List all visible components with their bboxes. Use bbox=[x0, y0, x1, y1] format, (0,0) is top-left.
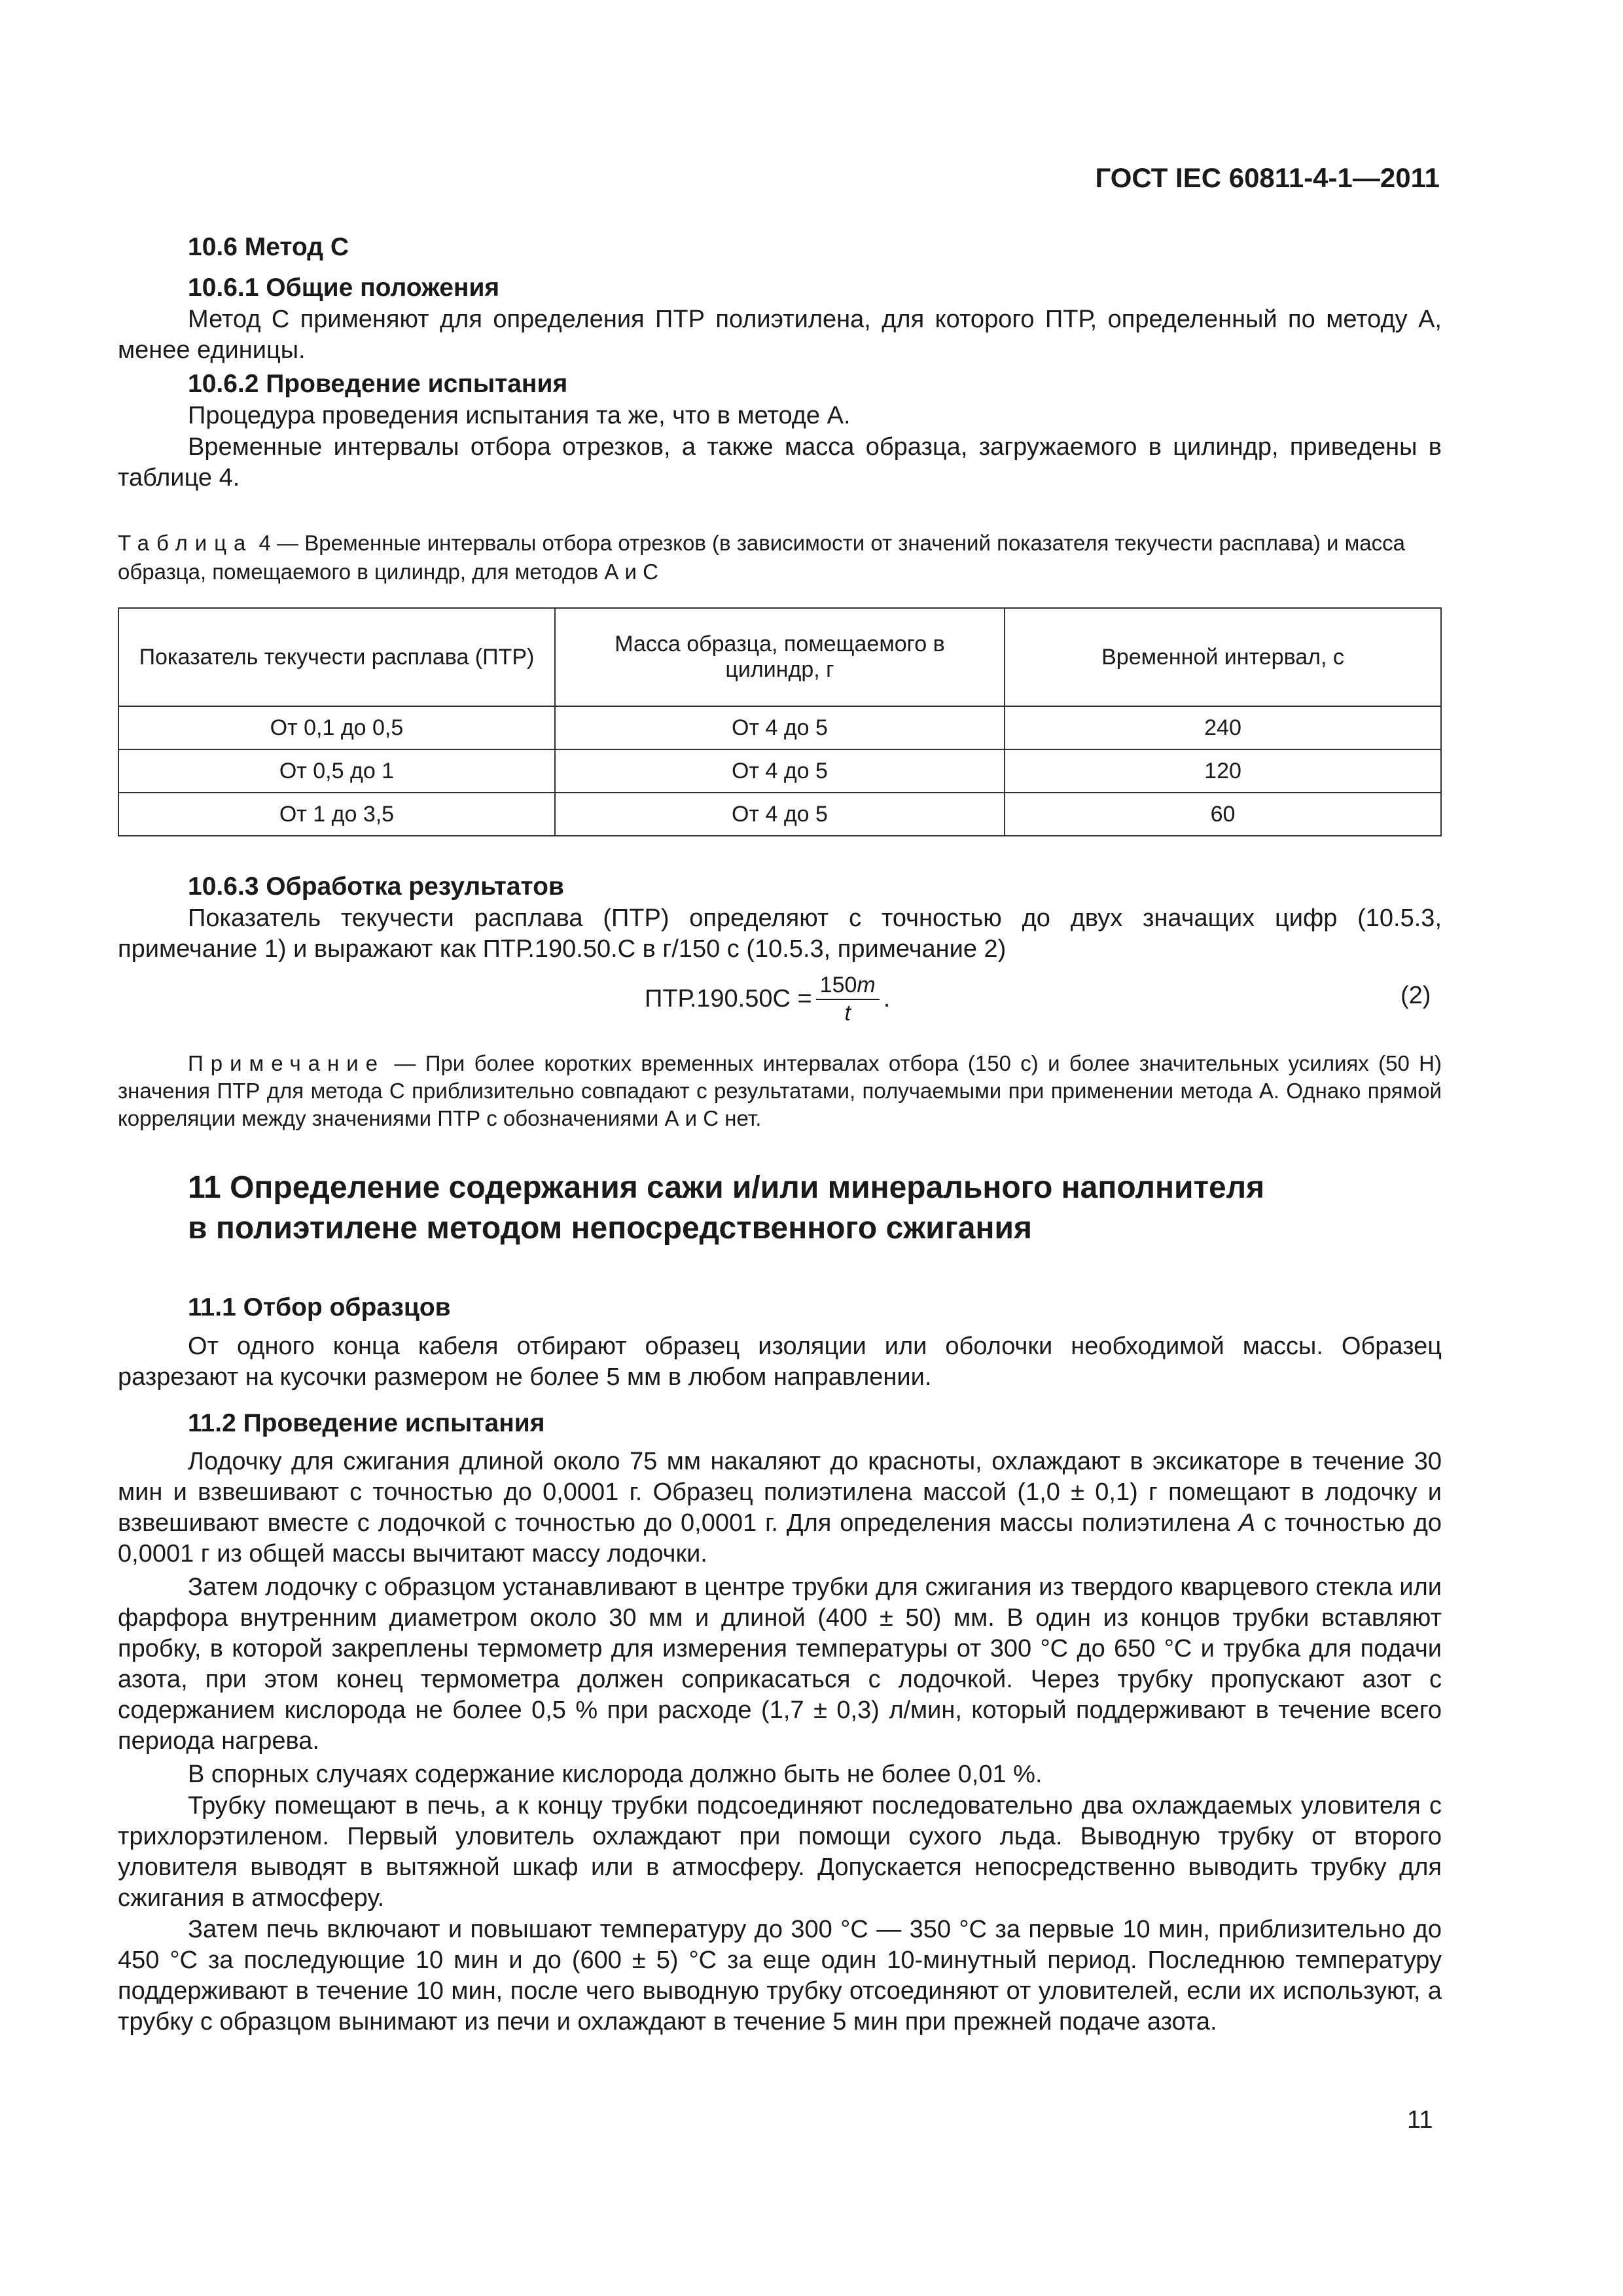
table-row bbox=[118, 706, 1441, 749]
table-header-cell: Показатель текучести расплава (ПТР) bbox=[118, 608, 555, 706]
section-10-6-1-text: Метод С применяют для определения ПТР полиэтилена, для которого ПТР, определенный по методу А, менее единицы. bbox=[118, 306, 1442, 364]
formula-end: . bbox=[883, 984, 891, 1013]
para-1-part-a: Лодочку для сжигания длиной около 75 мм накаляют до красноты, охлаждают в эксикаторе в течение 30 мин и взвешивают с точностью до 0,0001 г. Образец полиэтилена массой (1,0 ± 0,1) г помещают в лодочку и взвешивают вместе с лодочкой с точностью до 0,0001 г. Для определения массы полиэтилена bbox=[118, 1448, 1442, 1537]
table-row bbox=[118, 749, 1441, 793]
note-10-6-3 bbox=[118, 1050, 1442, 1132]
section-11-title-line-1: 11 Определение содержания сажи и/или минерального наполнителя bbox=[188, 1170, 1265, 1205]
section-10-6-3-title: 10.6.3 Обработка результатов bbox=[188, 872, 564, 901]
table-4-caption-label: Таблица bbox=[118, 531, 253, 555]
table-cell: От 4 до 5 bbox=[555, 706, 1005, 749]
formula-denominator: t bbox=[844, 1001, 851, 1026]
equation-number: (2) bbox=[1400, 982, 1431, 1009]
table-4 bbox=[118, 607, 1442, 836]
table-cell: 240 bbox=[1005, 706, 1441, 749]
table-cell: От 0,5 до 1 bbox=[118, 749, 555, 793]
section-11-title-line-2: в полиэтилене методом непосредственного сжигания bbox=[188, 1211, 1032, 1246]
table-cell: От 4 до 5 bbox=[555, 793, 1005, 836]
table-cell: От 0,1 до 0,5 bbox=[118, 706, 555, 749]
section-11-1-text: От одного конца кабеля отбирают образец изоляции или оболочки необходимой массы. Образец разрезают на кусочки размером не более 5 мм в любом направлении. bbox=[118, 1333, 1442, 1391]
table-header-cell: Масса образца, помещаемого в цилиндр, г bbox=[555, 608, 1005, 706]
formula-lhs: ПТР.190.50С = bbox=[645, 984, 812, 1013]
formula-fraction bbox=[816, 971, 880, 1026]
note-label: Примечание bbox=[188, 1051, 385, 1075]
table-cell: От 4 до 5 bbox=[555, 749, 1005, 793]
section-11-2-para-4: Трубку помещают в печь, а к концу трубки подсоединяют последовательно два охлаждаемых уловителя с трихлорэтиленом. Первый уловитель охлаждают при помощи сухого льда. Выводную трубку от второго уловителя выводят в вытяжной шкаф или в атмосферу. Допускается непосредственно выводить трубку для сжигания в атмосферу. bbox=[118, 1792, 1442, 1912]
mass-variable: А bbox=[1238, 1509, 1256, 1537]
section-10-6-2-para-2: Временные интервалы отбора отрезков, а также масса образца, загружаемого в цилиндр, приведены в таблице 4. bbox=[118, 433, 1442, 492]
table-header-row bbox=[118, 608, 1441, 706]
table-4-caption bbox=[118, 529, 1442, 586]
table-4-caption-text: 4 — Временные интервалы отбора отрезков (в зависимости от значений показателя текучести расплава) и масса образца, помещаемого в цилиндр, для методов А и С bbox=[118, 531, 1406, 584]
formula-numerator-value: 150 bbox=[819, 973, 857, 997]
table-cell: 120 bbox=[1005, 749, 1441, 793]
section-10-6-1-title: 10.6.1 Общие положения bbox=[188, 274, 500, 302]
section-10-6-2-title: 10.6.2 Проведение испытания bbox=[188, 370, 568, 398]
standard-header: ГОСТ IEC 60811-4-1—2011 bbox=[1095, 162, 1440, 193]
section-11-2-title: 11.2 Проведение испытания bbox=[188, 1409, 545, 1437]
section-10-6-2-para-1: Процедура проведения испытания та же, что в методе А. bbox=[188, 402, 851, 429]
formula-numerator bbox=[816, 971, 880, 1000]
section-10-6-3-text: Показатель текучести расплава (ПТР) определяют с точностью до двух значащих цифр (10.5.3, примечание 1) и выражают как ПТР.190.50.С в г/150 с (10.5.3, примечание 2) bbox=[118, 905, 1442, 963]
section-10-6-title: 10.6 Метод С bbox=[188, 233, 349, 261]
table-row bbox=[118, 793, 1441, 836]
section-11-2-para-3: В спорных случаях содержание кислорода должно быть не более 0,01 %. bbox=[188, 1761, 1043, 1788]
table-cell: От 1 до 3,5 bbox=[118, 793, 555, 836]
table-header-cell: Временной интервал, с bbox=[1005, 608, 1441, 706]
section-11-2-para-5: Затем печь включают и повышают температуру до 300 °С — 350 °С за первые 10 мин, приблизительно до 450 °С за последующие 10 мин и до (600 ± 5) °С за еще один 10-минутный период. Последнюю температуру поддерживают в течение 10 мин, после чего выводную трубку отсоединяют от уловителей, если их используют, а трубку с образцом вынимают из печи и охлаждают в течение 5 мин при прежней подаче азота. bbox=[118, 1916, 1442, 2036]
page-number: 11 bbox=[1407, 2106, 1433, 2134]
para-1-part-b: с точностью до 0,0001 г из общей массы вычитают массу лодочки. bbox=[118, 1509, 1442, 1568]
section-11-title bbox=[188, 1168, 1431, 1249]
table-cell: 60 bbox=[1005, 793, 1441, 836]
formula-2 bbox=[645, 971, 890, 1026]
note-text: — При более коротких временных интервалах отбора (150 с) и более значительных усилиях (50 Н) значения ПТР для метода С приблизительно совпадают с результатами, получаемыми при применении метода А. Однако прямой корреляции между значениями ПТР с обозначениями А и С нет. bbox=[118, 1051, 1442, 1130]
section-11-2-para-1 bbox=[118, 1446, 1442, 1570]
formula-numerator-variable: m bbox=[857, 973, 876, 997]
section-11-2-para-2: Затем лодочку с образцом устанавливают в центре трубки для сжигания из твердого кварцевого стекла или фарфора внутренним диаметром около 30 мм и длиной (400 ± 50) мм. В один из концов трубки вставляют пробку, в которой закреплены термометр для измерения температуры от 300 °С до 650 °С и трубка для подачи азота, при этом конец термометра должен соприкасаться с лодочкой. Через трубку пропускают азот с содержанием кислорода не более 0,5 % при расходе (1,7 ± 0,3) л/мин, который поддерживают в течение всего периода нагрева. bbox=[118, 1573, 1442, 1755]
section-11-1-title: 11.1 Отбор образцов bbox=[188, 1293, 451, 1321]
